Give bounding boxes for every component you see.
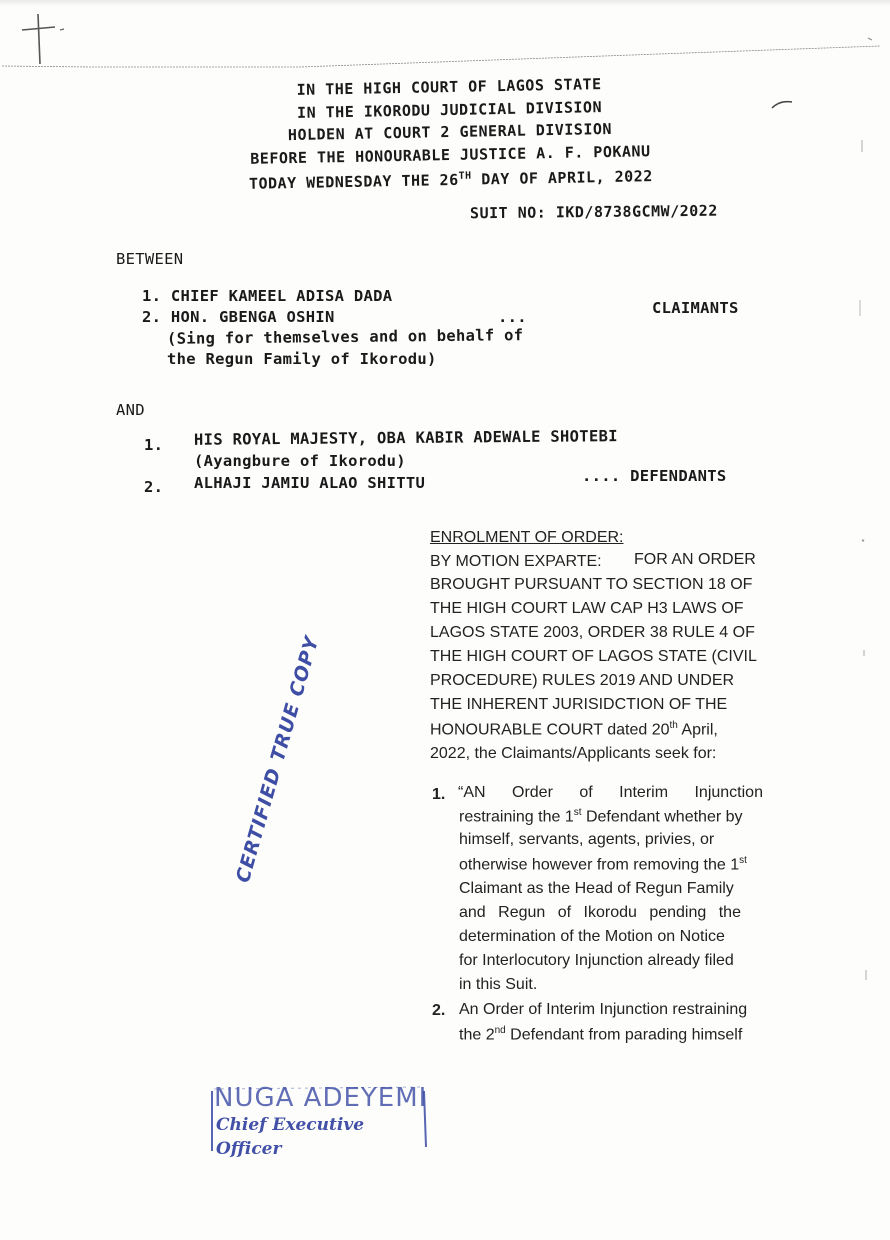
claimants-note-line-1: (Sing for themselves and on behalf of <box>166 326 524 348</box>
between-label: BETWEEN <box>116 250 184 268</box>
defendant-1-num: 1. <box>144 436 164 454</box>
officer-stamp <box>208 1083 428 1159</box>
relief-1-line-7: determination of the Motion on Notice <box>459 928 725 945</box>
header-line-2: IN THE IKORODU JUDICIAL DIVISION <box>296 97 603 122</box>
certified-true-copy-stamp: CERTIFIED TRUE COPY <box>231 633 324 886</box>
header-line-4: BEFORE THE HONOURABLE JUSTICE A. F. POKANU <box>250 141 651 168</box>
defendants-label: .... DEFENDANTS <box>582 467 727 485</box>
court-header <box>149 70 751 197</box>
relief-2-line-1: An Order of Interim Injunction restraining <box>459 1001 748 1018</box>
order-line-6: PROCEDURE) RULES 2019 AND UNDER <box>430 672 735 689</box>
claimant-2: 2. HON. GBENGA OSHIN <box>142 308 335 326</box>
defendant-1-name: HIS ROYAL MAJESTY, OBA KABIR ADEWALE SHOTEBI <box>193 427 618 449</box>
relief-1-line-9: in this Suit. <box>459 976 538 993</box>
order-line-8: HONOURABLE COURT dated 20th April, <box>430 720 718 739</box>
margin-specks <box>850 120 890 1020</box>
relief-1-line-2: restraining the 1st Defendant whether by <box>459 807 743 826</box>
relief-1-line-3: himself, servants, agents, privies, or <box>459 831 715 848</box>
order-line-7: THE INHERENT JURISIDCTION OF THE <box>430 696 728 713</box>
claimant-1: 1. CHIEF KAMEEL ADISA DADA <box>142 287 393 305</box>
relief-1-line-8: for Interlocutory Injunction already filed <box>459 952 734 969</box>
relief-2-number: 2. <box>432 1002 446 1019</box>
order-heading: ENROLMENT OF ORDER: <box>430 529 624 546</box>
header-line-1: IN THE HIGH COURT OF LAGOS STATE <box>296 75 602 99</box>
stamp-officer-title: Chief Executive Officer <box>216 1115 365 1159</box>
defendant-2-name: ALHAJI JAMIU ALAO SHITTU <box>194 474 426 492</box>
claimants-dots: ... <box>498 308 527 326</box>
claimants-note-line-2: the Regun Family of Ikorodu) <box>167 350 437 368</box>
relief-1-line-1 <box>458 784 795 802</box>
order-line-4: LAGOS STATE 2003, ORDER 38 RULE 4 OF <box>430 624 755 641</box>
order-line-1: FOR AN ORDER <box>634 551 756 568</box>
relief-1-number: 1. <box>432 786 446 803</box>
and-label: AND <box>116 401 145 419</box>
relief-2-line-2: the 2nd Defendant from parading himself <box>459 1025 743 1044</box>
relief-1-line-4: otherwise however from removing the 1st <box>459 855 747 874</box>
order-line-5: THE HIGH COURT OF LAGOS STATE (CIVIL <box>430 648 757 665</box>
defendant-1-title: (Ayangbure of Ikorodu) <box>194 452 406 470</box>
order-line-3: THE HIGH COURT LAW CAP H3 LAWS OF <box>430 600 744 617</box>
order-line-2: BROUGHT PURSUANT TO SECTION 18 OF <box>430 576 753 593</box>
relief-1-line-1-text: “AN Order of Interim Injunction <box>458 784 763 801</box>
header-line-5: TODAY WEDNESDAY THE 26TH DAY OF APRIL, 2022 <box>248 167 653 193</box>
relief-1-line-6: and Regun of Ikorodu pending the <box>459 904 741 921</box>
order-line-9: 2022, the Claimants/Applicants seek for: <box>430 745 717 762</box>
defendant-2-num: 2. <box>144 478 164 496</box>
header-line-3: HOLDEN AT COURT 2 GENERAL DIVISION <box>287 119 613 145</box>
suit-number: SUIT NO: IKD/8738GCMW/2022 <box>469 201 718 223</box>
motion-label: BY MOTION EXPARTE: <box>430 553 602 570</box>
relief-1-line-5: Claimant as the Head of Regun Family <box>459 880 734 897</box>
claimants-label: CLAIMANTS <box>652 299 739 317</box>
stamp-officer-name: NUGA ADEYEMI <box>214 1083 428 1113</box>
